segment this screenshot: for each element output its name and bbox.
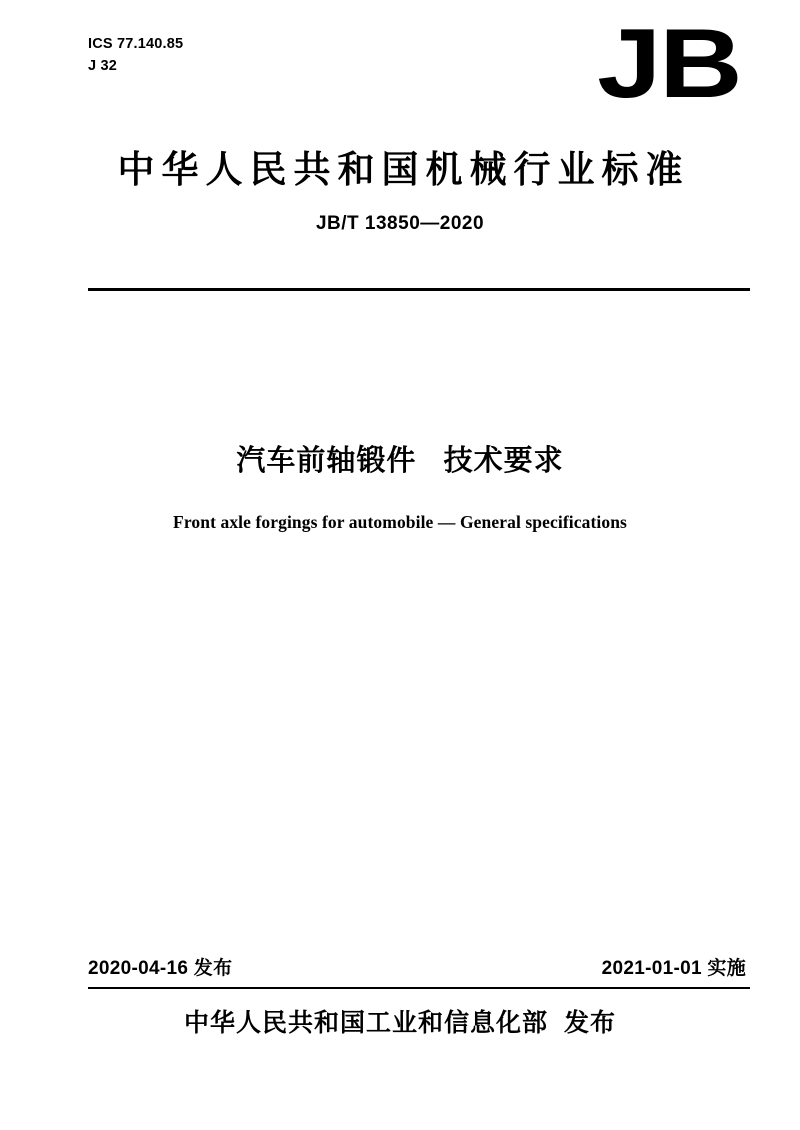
effective-date: 2021-01-01 实施 [601,958,746,979]
standard-number: JB/T 13850—2020 [315,213,485,234]
document-title-en: Front axle forgings for automobile — General specifications [173,512,627,532]
publisher: 中华人民共和国工业和信息化部 发布 [184,1009,616,1037]
document-title-cn: 汽车前轴锻件 技术要求 [236,445,564,477]
issuing-body-title: 中华人民共和国机械行业标准 [117,149,690,190]
ics-code: ICS 77.140.85 [88,36,184,52]
classification-code: J 32 [88,58,118,75]
header-divider [88,288,750,291]
issue-date: 2020-04-16 发布 [88,958,233,979]
footer-divider [88,987,750,989]
ics-block [88,33,183,78]
jb-logo: JB [596,8,740,118]
